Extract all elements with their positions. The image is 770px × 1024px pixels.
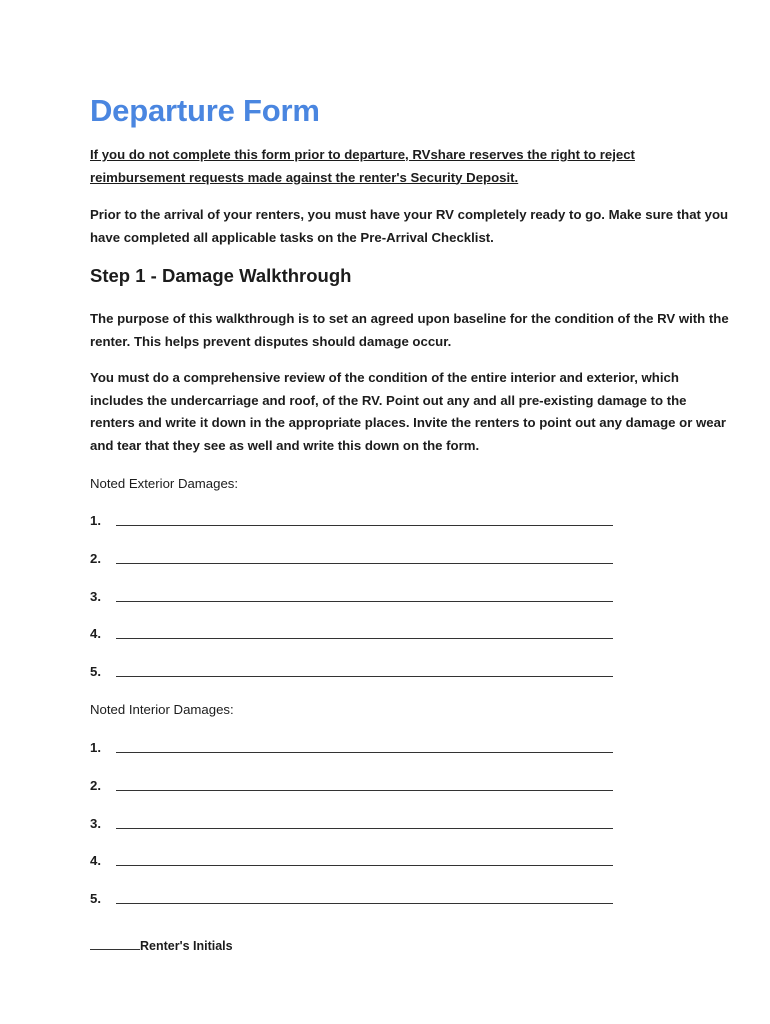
- fill-in-blank[interactable]: [116, 828, 613, 829]
- walkthrough-instructions: You must do a comprehensive review of the condition of the entire interior and exterior, which includes the undercarriage and roof, of the RV. Point out any and all pre-existing damage to the renters and write it down in the appropriate places. Invite the renters to point out any damage or wear and tear that they see as well and write this down on the form.: [90, 370, 727, 453]
- initials-blank[interactable]: [90, 938, 140, 950]
- walkthrough-purpose: The purpose of this walkthrough is to set an agreed upon baseline for the condition of the RV with the renter. This helps prevent disputes should damage occur.: [90, 311, 729, 349]
- exterior-damage-line[interactable]: [90, 589, 620, 609]
- interior-damage-line[interactable]: [90, 853, 620, 873]
- fill-in-blank[interactable]: [116, 865, 613, 866]
- line-number: 1.: [90, 513, 101, 528]
- interior-damages-label: Noted Interior Damages:: [90, 702, 234, 717]
- fill-in-blank[interactable]: [116, 563, 613, 564]
- exterior-damage-line[interactable]: [90, 551, 620, 571]
- fill-in-blank[interactable]: [116, 525, 613, 526]
- fill-in-blank[interactable]: [116, 601, 613, 602]
- warning-notice: If you do not complete this form prior to departure, RVshare reserves the right to reject reimbursement requests made against the renter's Security Deposit.: [90, 147, 635, 185]
- interior-damage-line[interactable]: [90, 778, 620, 798]
- initials-label: Renter's Initials: [140, 939, 233, 953]
- interior-damage-line[interactable]: [90, 891, 620, 911]
- line-number: 4.: [90, 626, 101, 641]
- fill-in-blank[interactable]: [116, 903, 613, 904]
- line-number: 1.: [90, 740, 101, 755]
- renter-initials: [90, 938, 233, 953]
- fill-in-blank[interactable]: [116, 752, 613, 753]
- line-number: 3.: [90, 589, 101, 604]
- line-number: 2.: [90, 778, 101, 793]
- exterior-damage-line[interactable]: [90, 513, 620, 533]
- fill-in-blank[interactable]: [116, 790, 613, 791]
- page-title: Departure Form: [90, 93, 320, 128]
- exterior-damage-line[interactable]: [90, 626, 620, 646]
- line-number: 5.: [90, 891, 101, 906]
- exterior-damage-line[interactable]: [90, 664, 620, 684]
- fill-in-blank[interactable]: [116, 638, 613, 639]
- interior-damage-line[interactable]: [90, 740, 620, 760]
- step-1-heading: Step 1 - Damage Walkthrough: [90, 265, 352, 286]
- interior-damage-line[interactable]: [90, 816, 620, 836]
- exterior-damages-label: Noted Exterior Damages:: [90, 476, 239, 491]
- line-number: 2.: [90, 551, 101, 566]
- line-number: 5.: [90, 664, 101, 679]
- line-number: 3.: [90, 816, 101, 831]
- line-number: 4.: [90, 853, 101, 868]
- intro-paragraph: Prior to the arrival of your renters, you must have your RV completely ready to go. Make sure that you have completed all applicable tasks on the Pre-Arrival Checklist.: [90, 207, 729, 245]
- fill-in-blank[interactable]: [116, 676, 613, 677]
